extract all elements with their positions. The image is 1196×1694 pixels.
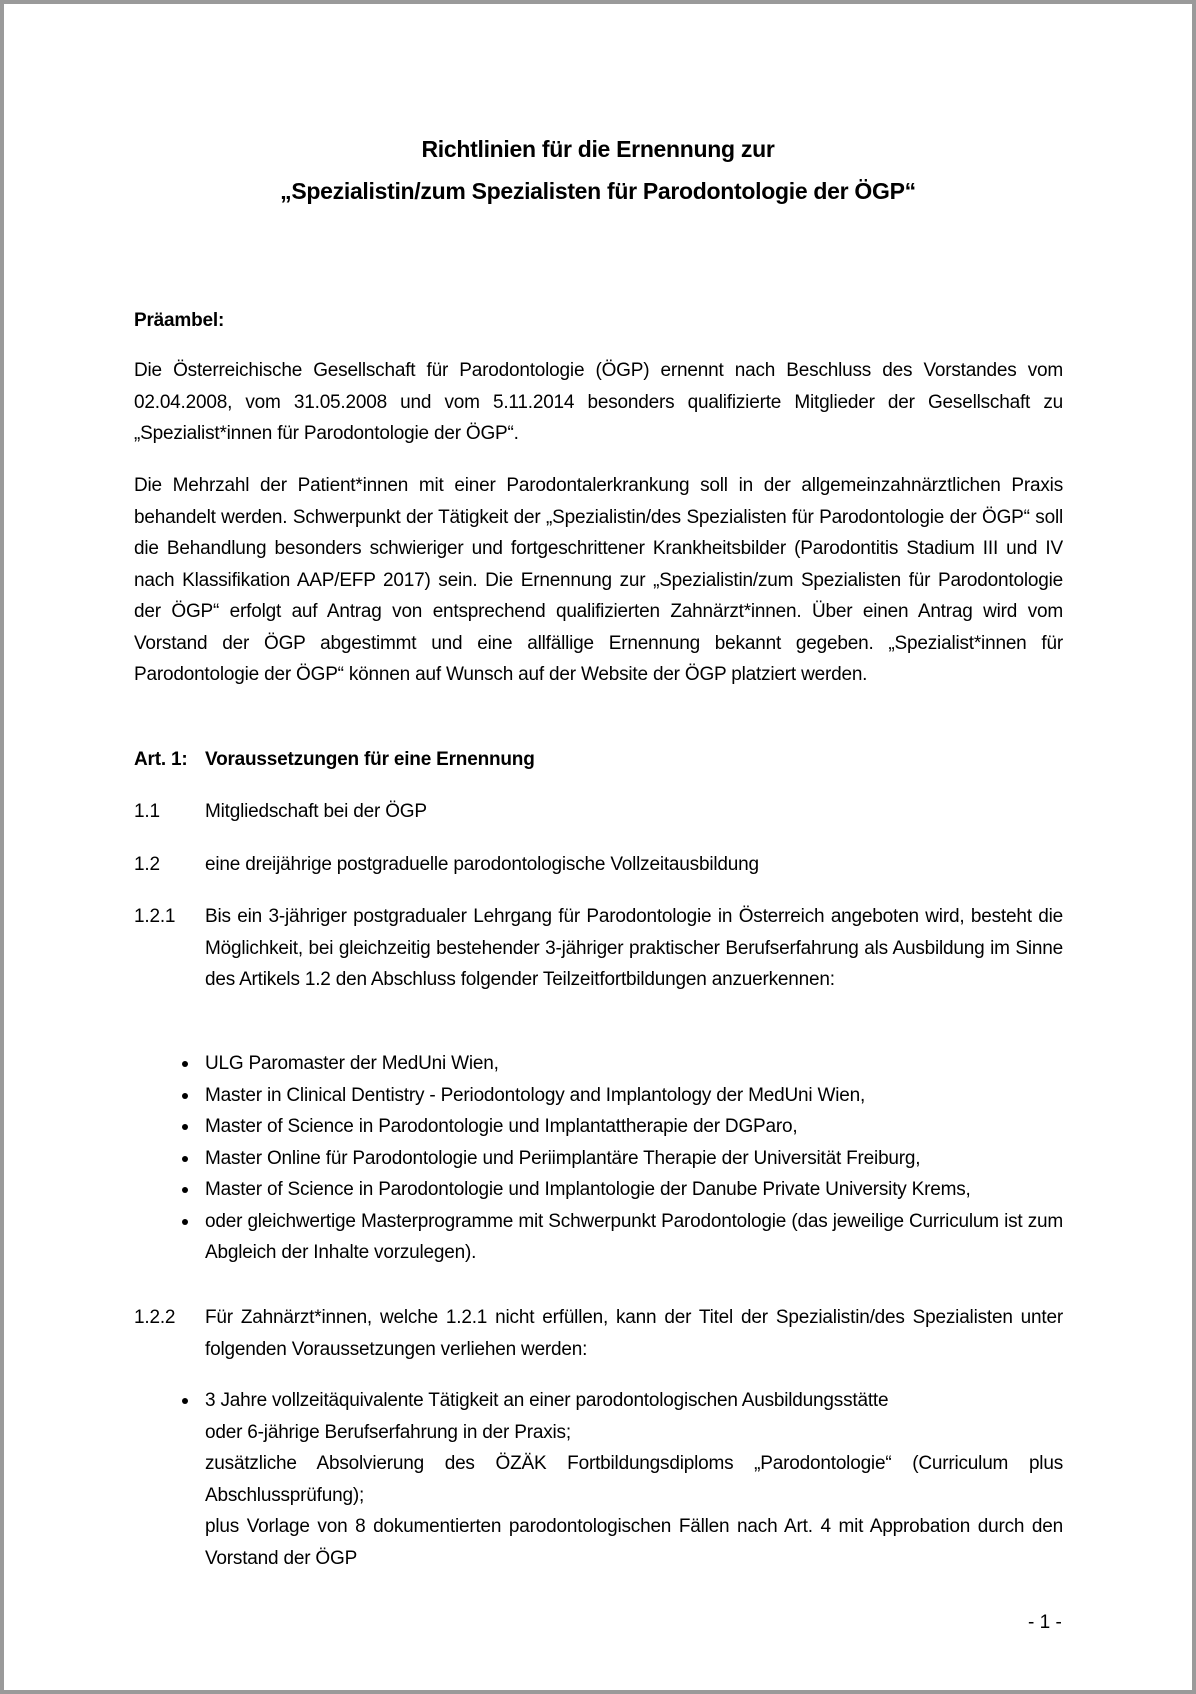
- item-1-2-1-number: 1.2.1: [134, 906, 176, 927]
- list-item: ULG Paromaster der MedUni Wien,: [182, 1048, 1063, 1080]
- alternative-requirements-list: [182, 1385, 1063, 1574]
- requirement-line-3: zusätzliche Absolvierung des ÖZÄK Fortbildungsdiploms „Parodontologie“ (Curriculum plus Abschlussprüfung);: [205, 1453, 1063, 1506]
- item-1-2-number: 1.2: [134, 854, 160, 875]
- requirement-line-2: oder 6-jährige Berufserfahrung in der Praxis;: [205, 1421, 571, 1443]
- list-item: Master Online für Parodontologie und Periimplantäre Therapie der Universität Freiburg,: [182, 1143, 1063, 1175]
- list-item: Master in Clinical Dentistry - Periodontology and Implantology der MedUni Wien,: [182, 1080, 1063, 1112]
- requirement-line-4: plus Vorlage von 8 dokumentierten parodontologischen Fällen nach Art. 4 mit Approbation durch den Vorstand der ÖGP: [205, 1516, 1063, 1569]
- list-item: [182, 1385, 1063, 1574]
- list-item: oder gleichwertige Masterprogramme mit Schwerpunkt Parodontologie (das jeweilige Curriculum ist zum Abgleich der Inhalte vorzulegen).: [182, 1206, 1063, 1269]
- list-item: Master of Science in Parodontologie und Implantattherapie der DGParo,: [182, 1111, 1063, 1143]
- requirement-line-1: 3 Jahre vollzeitäquivalente Tätigkeit an einer parodontologischen Ausbildungsstätte: [205, 1390, 889, 1411]
- article-1-number: Art. 1:: [134, 749, 188, 770]
- article-1-heading: Voraussetzungen für eine Ernennung: [205, 749, 535, 770]
- list-item: Master of Science in Parodontologie und Implantologie der Danube Private University Krems,: [182, 1174, 1063, 1206]
- master-programs-list: [182, 1048, 1063, 1269]
- item-1-2-2-text: Für Zahnärzt*innen, welche 1.2.1 nicht erfüllen, kann der Titel der Spezialistin/des Spezialisten unter folgenden Voraussetzungen verliehen werden:: [205, 1307, 1063, 1360]
- item-1-2-text: eine dreijährige postgraduelle parodontologische Vollzeitausbildung: [205, 854, 759, 875]
- preamble-heading: Präambel:: [134, 310, 225, 331]
- item-1-2-1-text: Bis ein 3-jähriger postgradualer Lehrgang für Parodontologie in Österreich angeboten wird, besteht die Möglichkeit, bei gleichzeitig bestehender 3-jähriger praktischer Berufserfahrung als Ausbildung im Sinne des Artikels 1.2 den Abschluss folgender Teilzeitfortbildungen anzuerkennen:: [205, 906, 1063, 990]
- item-1-1-number: 1.1: [134, 801, 160, 822]
- item-1-2-2-number: 1.2.2: [134, 1307, 176, 1328]
- page-number: - 1 -: [1028, 1612, 1062, 1633]
- document-title-line-1: Richtlinien für die Ernennung zur: [421, 136, 775, 162]
- preamble-paragraph-1: Die Österreichische Gesellschaft für Parodontologie (ÖGP) ernennt nach Beschluss des Vorstandes vom 02.04.2008, vom 31.05.2008 und vom 5.11.2014 besonders qualifizierte Mitglieder der Gesellschaft zu „Spezialist*innen für Parodontologie der ÖGP“.: [134, 360, 1063, 444]
- item-1-1-text: Mitgliedschaft bei der ÖGP: [205, 801, 427, 822]
- preamble-paragraph-2: Die Mehrzahl der Patient*innen mit einer Parodontalerkrankung soll in der allgemeinzahnärztlichen Praxis behandelt werden. Schwerpunkt der Tätigkeit der „Spezialistin/des Spezialisten für Parodontologie der ÖGP“ soll die Behandlung besonders schwieriger und fortgeschrittener Krankheitsbilder (Parodontitis Stadium III und IV nach Klassifikation AAP/EFP 2017) sein. Die Ernennung zur „Spezialistin/zum Spezialisten für Parodontologie der ÖGP“ erfolgt auf Antrag von entsprechend qualifizierten Zahnärzt*innen. Über einen Antrag wird vom Vorstand der ÖGP abgestimmt und eine allfällige Ernennung bekannt gegeben. „Spezialist*innen für Parodontologie der ÖGP“ können auf Wunsch auf der Website der ÖGP platziert werden.: [134, 475, 1063, 685]
- document-page: [4, 4, 1192, 1690]
- document-title-line-2: „Spezialistin/zum Spezialisten für Parodontologie der ÖGP“: [280, 178, 916, 204]
